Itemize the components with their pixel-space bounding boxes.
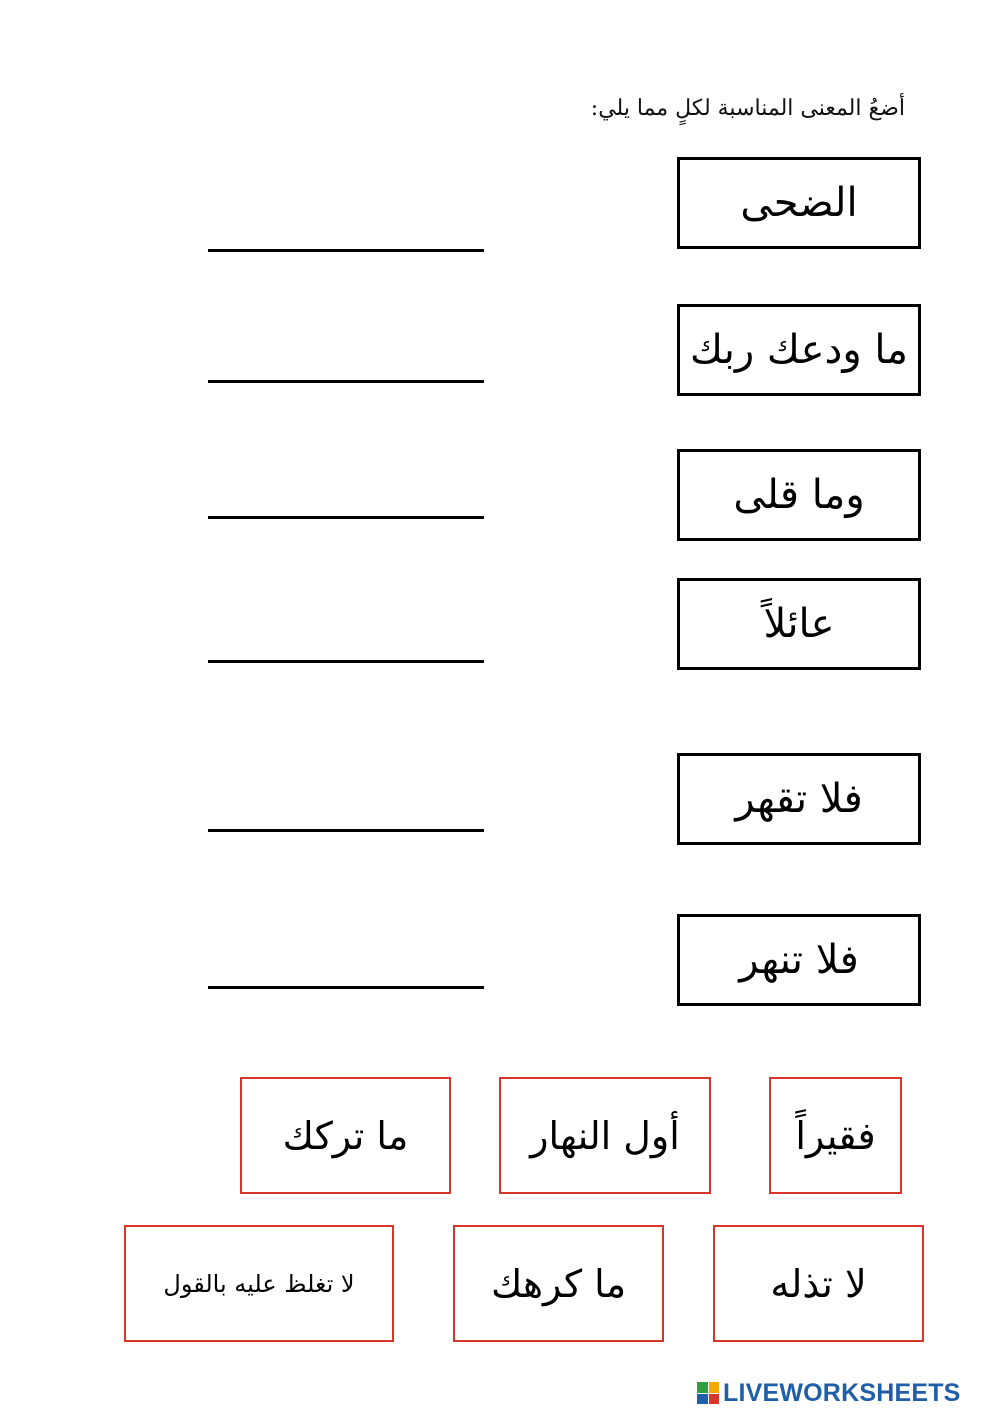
term-box-3: وما قلى — [677, 449, 921, 541]
choice-card-2[interactable]: أول النهار — [499, 1077, 711, 1194]
answer-drop-line-3[interactable] — [208, 516, 484, 519]
liveworksheets-logo-text: LIVEWORKSHEETS — [723, 1378, 961, 1407]
term-box-1: الضحى — [677, 157, 921, 249]
liveworksheets-logo — [697, 1378, 961, 1408]
answer-drop-line-5[interactable] — [208, 829, 484, 832]
liveworksheets-logo-icon — [697, 1382, 719, 1404]
term-box-2: ما ودعك ربك — [677, 304, 921, 396]
choice-card-3[interactable]: ما تركك — [240, 1077, 451, 1194]
answer-drop-line-6[interactable] — [208, 986, 484, 989]
answer-drop-line-4[interactable] — [208, 660, 484, 663]
choice-card-6[interactable]: لا تغلظ عليه بالقول — [124, 1225, 394, 1342]
answer-drop-line-2[interactable] — [208, 380, 484, 383]
answer-drop-line-1[interactable] — [208, 249, 484, 252]
instruction-text: أضعُ المعنى المناسبة لكلٍ مما يلي: — [590, 96, 905, 121]
term-box-6: فلا تنهر — [677, 914, 921, 1006]
term-box-5: فلا تقهر — [677, 753, 921, 845]
term-box-4: عائلاً — [677, 578, 921, 670]
choice-card-4[interactable]: لا تذله — [713, 1225, 924, 1342]
choice-card-1[interactable]: فقيراً — [769, 1077, 902, 1194]
choice-card-5[interactable]: ما كرهك — [453, 1225, 664, 1342]
